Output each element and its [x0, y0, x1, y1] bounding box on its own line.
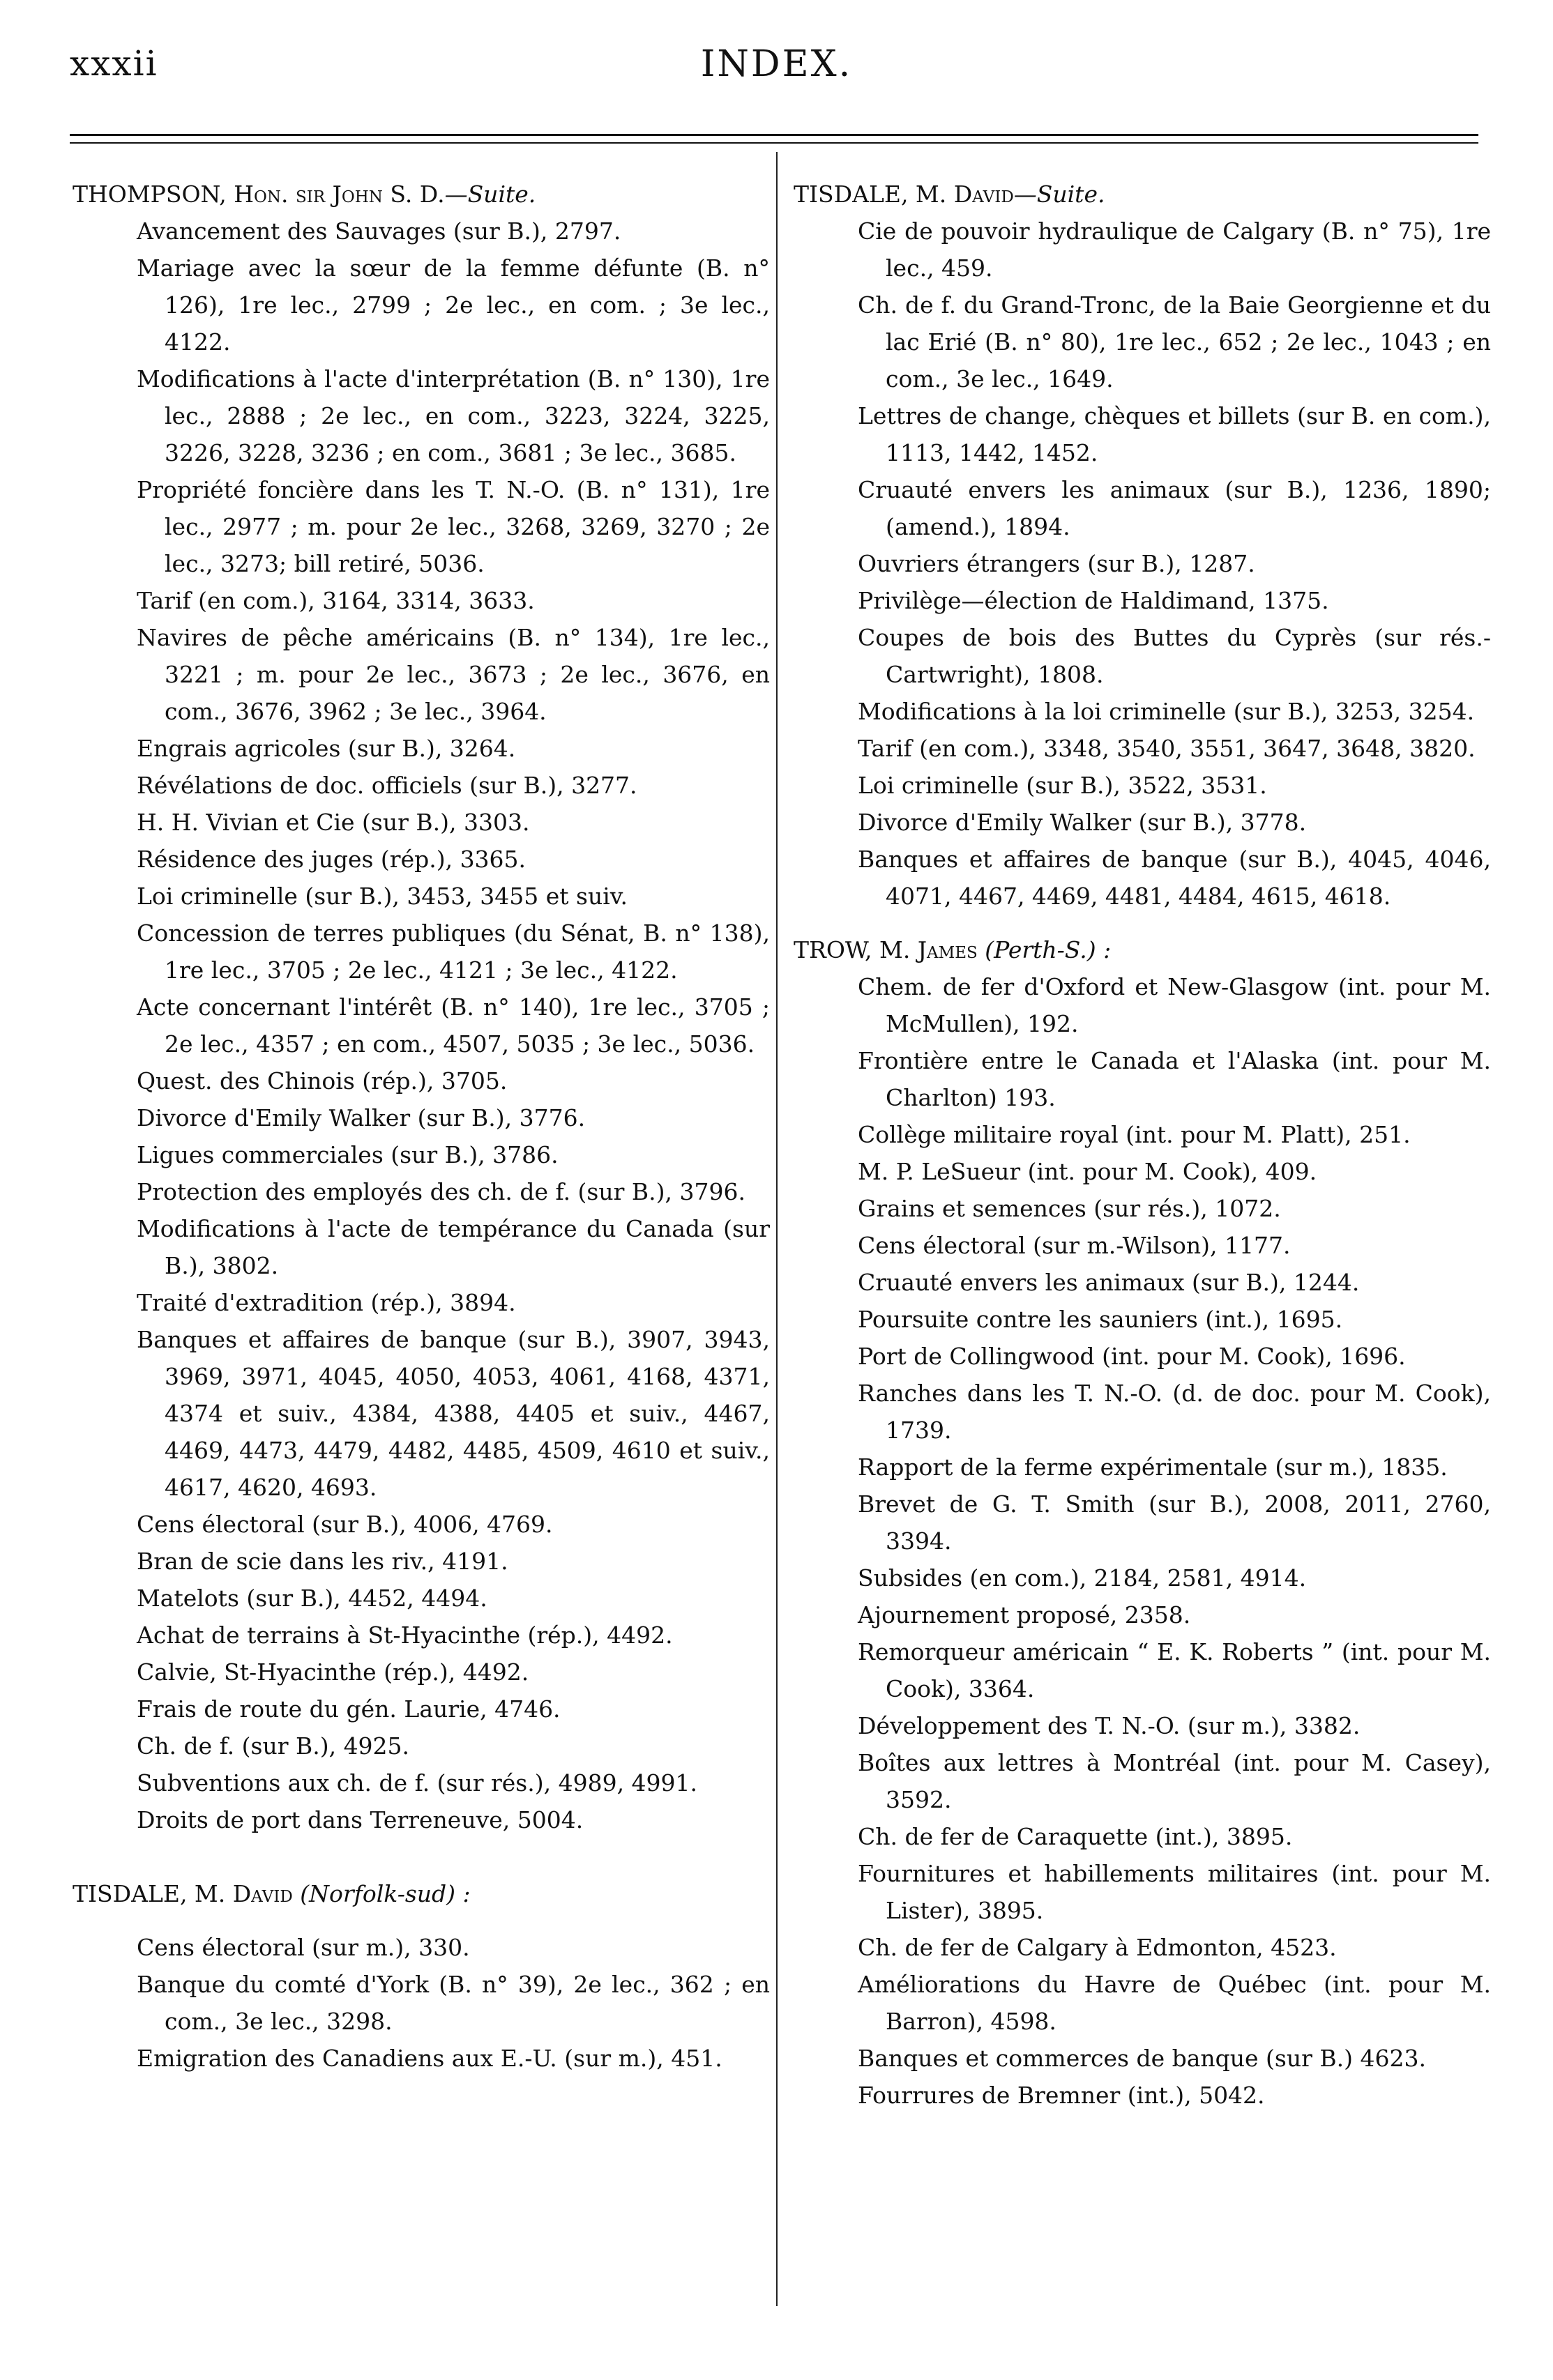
- index-entry: Ch. de fer de Caraquette (int.), 3895.: [858, 1823, 1293, 1850]
- index-entry: Ajournement proposé, 2358.: [858, 1601, 1191, 1628]
- index-entry: H. H. Vivian et Cie (sur B.), 3303.: [137, 809, 530, 836]
- index-entry: Subventions aux ch. de f. (sur rés.), 4989, 4991.: [137, 1769, 698, 1797]
- index-entry: M. P. LeSueur (int. pour M. Cook), 409.: [858, 1158, 1317, 1185]
- entry-list-trow: [794, 968, 1491, 2114]
- index-entry: Lettres de change, chèques et billets (sur B. en com.), 1113, 1442, 1452.: [858, 402, 1491, 466]
- index-entry: Banques et commerces de banque (sur B.) 4623.: [858, 2045, 1426, 2072]
- index-entry: Ouvriers étrangers (sur B.), 1287.: [858, 550, 1255, 577]
- entry-list-tisdale-suite: [794, 213, 1491, 915]
- index-entry: Mariage avec la sœur de la femme défunte (B. n° 126), 1re lec., 2799 ; 2e lec., en com. ; 3e lec., 4122.: [137, 254, 770, 356]
- index-entry: Acte concernant l'intérêt (B. n° 140), 1re lec., 3705 ; 2e lec., 4357 ; en com., 4507, 5035 ; 3e lec., 5036.: [137, 993, 770, 1058]
- index-entry: Cruauté envers les animaux (sur B.), 1244.: [858, 1269, 1360, 1296]
- index-entry: Privilège—élection de Haldimand, 1375.: [858, 587, 1329, 614]
- heading-honorific: David: [953, 181, 1014, 208]
- index-entry: Révélations de doc. officiels (sur B.), 3277.: [137, 772, 637, 799]
- index-entry: Banques et affaires de banque (sur B.), 3907, 3943, 3969, 3971, 4045, 4050, 4053, 4061, 4168, 4371, 4374 et suiv., 4384, 4388, 4405 et suiv., 4467, 4469, 4473, 4479, 4482, 4485, 4509, 4610 et suiv., 4617, 4620, 4693.: [137, 1326, 770, 1501]
- page-title: INDEX.: [700, 43, 853, 85]
- index-entry: Traité d'extradition (rép.), 3894.: [137, 1289, 516, 1316]
- index-entry: Engrais agricoles (sur B.), 3264.: [137, 735, 516, 762]
- index-entry: Loi criminelle (sur B.), 3522, 3531.: [858, 772, 1267, 799]
- heading-riding: (Perth-S.) :: [977, 936, 1112, 963]
- index-heading-tisdale: [73, 1875, 770, 1912]
- index-entry: Loi criminelle (sur B.), 3453, 3455 et suiv.: [137, 883, 628, 910]
- entry-list-tisdale: [73, 1929, 770, 2077]
- index-heading-tisdale-suite: [794, 176, 1491, 213]
- index-entry: Ch. de fer de Calgary à Edmonton, 4523.: [858, 1934, 1337, 1961]
- heading-riding: (Norfolk-sud) :: [292, 1880, 471, 1907]
- left-column: [73, 176, 770, 2077]
- index-entry: Fournitures et habillements militaires (int. pour M. Lister), 3895.: [858, 1860, 1491, 1924]
- index-entry: Emigration des Canadiens aux E.-U. (sur m.), 451.: [137, 2045, 722, 2072]
- heading-name: TISDALE, M.: [73, 1880, 233, 1907]
- heading-name: TISDALE, M.: [794, 181, 954, 208]
- index-entry: Navires de pêche américains (B. n° 134), 1re lec., 3221 ; m. pour 2e lec., 3673 ; 2e lec., 3676, en com., 3676, 3962 ; 3e lec., 3964.: [137, 624, 770, 725]
- section-gap: [794, 915, 1491, 931]
- index-entry: Brevet de G. T. Smith (sur B.), 2008, 2011, 2760, 3394.: [858, 1490, 1491, 1555]
- index-entry: Coupes de bois des Buttes du Cyprès (sur rés.-Cartwright), 1808.: [858, 624, 1491, 688]
- index-entry: Ranches dans les T. N.-O. (d. de doc. pour M. Cook), 1739.: [858, 1380, 1491, 1444]
- index-entry: Protection des employés des ch. de f. (sur B.), 3796.: [137, 1178, 745, 1205]
- section-gap: [73, 1912, 770, 1929]
- heading-name: THOMPSON,: [73, 181, 234, 208]
- heading-honorific: James: [917, 936, 978, 963]
- index-entry: Modifications à l'acte de tempérance du Canada (sur B.), 3802.: [137, 1215, 770, 1279]
- index-entry: Développement des T. N.-O. (sur m.), 3382.: [858, 1712, 1361, 1739]
- index-entry: Matelots (sur B.), 4452, 4494.: [137, 1585, 487, 1612]
- index-entry: Frais de route du gén. Laurie, 4746.: [137, 1695, 561, 1723]
- index-entry: Boîtes aux lettres à Montréal (int. pour M. Casey), 3592.: [858, 1749, 1491, 1813]
- index-entry: Achat de terrains à St-Hyacinthe (rép.), 4492.: [137, 1622, 673, 1649]
- index-heading-thompson: [73, 176, 770, 213]
- index-entry: Cruauté envers les animaux (sur B.), 1236, 1890; (amend.), 1894.: [858, 476, 1491, 540]
- index-entry: Frontière entre le Canada et l'Alaska (int. pour M. Charlton) 193.: [858, 1047, 1491, 1111]
- index-entry: Poursuite contre les sauniers (int.), 1695.: [858, 1306, 1343, 1333]
- index-heading-trow: [794, 931, 1491, 968]
- index-entry: Concession de terres publiques (du Sénat, B. n° 138), 1re lec., 3705 ; 2e lec., 4121 ; 3e lec., 4122.: [137, 920, 770, 984]
- index-entry: Subsides (en com.), 2184, 2581, 4914.: [858, 1564, 1307, 1592]
- index-entry: Collège militaire royal (int. pour M. Platt), 251.: [858, 1121, 1411, 1148]
- index-entry: Ch. de f. (sur B.), 4925.: [137, 1732, 410, 1760]
- column-divider: [776, 152, 778, 2306]
- index-entry: Cens électoral (sur m.), 330.: [137, 1934, 470, 1961]
- index-entry: Cie de pouvoir hydraulique de Calgary (B. n° 75), 1re lec., 459.: [858, 218, 1491, 282]
- header-rule-thick: [70, 134, 1478, 136]
- heading-honorific: Hon. sir John S. D.: [234, 181, 445, 208]
- index-entry: Ligues commerciales (sur B.), 3786.: [137, 1141, 559, 1168]
- index-entry: Améliorations du Havre de Québec (int. pour M. Barron), 4598.: [858, 1971, 1491, 2035]
- index-entry: Calvie, St-Hyacinthe (rép.), 4492.: [137, 1658, 529, 1686]
- index-entry: Cens électoral (sur B.), 4006, 4769.: [137, 1511, 553, 1538]
- heading-suite: —Suite.: [1013, 181, 1105, 208]
- index-entry: Rapport de la ferme expérimentale (sur m.), 1835.: [858, 1454, 1448, 1481]
- index-entry: Résidence des juges (rép.), 3365.: [137, 846, 526, 873]
- index-entry: Banque du comté d'York (B. n° 39), 2e lec., 362 ; en com., 3e lec., 3298.: [137, 1971, 770, 2035]
- index-entry: Avancement des Sauvages (sur B.), 2797.: [137, 218, 621, 245]
- heading-suite: —Suite.: [444, 181, 536, 208]
- index-entry: Banques et affaires de banque (sur B.), 4045, 4046, 4071, 4467, 4469, 4481, 4484, 4615, 4618.: [858, 846, 1491, 910]
- header-rule-thin: [70, 142, 1478, 144]
- index-entry: Divorce d'Emily Walker (sur B.), 3776.: [137, 1104, 586, 1131]
- index-entry: Chem. de fer d'Oxford et New-Glasgow (int. pour M. McMullen), 192.: [858, 973, 1491, 1037]
- index-entry: Port de Collingwood (int. pour M. Cook), 1696.: [858, 1343, 1406, 1370]
- index-entry: Modifications à la loi criminelle (sur B.), 3253, 3254.: [858, 698, 1475, 725]
- right-column: [794, 176, 1491, 2114]
- index-entry: Tarif (en com.), 3348, 3540, 3551, 3647, 3648, 3820.: [858, 735, 1476, 762]
- index-entry: Remorqueur américain “ E. K. Roberts ” (int. pour M. Cook), 3364.: [858, 1638, 1491, 1702]
- entry-list-thompson: [73, 213, 770, 1838]
- index-entry: Tarif (en com.), 3164, 3314, 3633.: [137, 587, 535, 614]
- heading-name: TROW, M.: [794, 936, 918, 963]
- index-entry: Ch. de f. du Grand-Tronc, de la Baie Georgienne et du lac Erié (B. n° 80), 1re lec., 652 ; 2e lec., 1043 ; en com., 3e lec., 1649.: [858, 291, 1491, 392]
- heading-honorific: David: [232, 1880, 293, 1907]
- index-entry: Grains et semences (sur rés.), 1072.: [858, 1195, 1281, 1222]
- index-entry: Divorce d'Emily Walker (sur B.), 3778.: [858, 809, 1307, 836]
- index-entry: Droits de port dans Terreneuve, 5004.: [137, 1806, 584, 1833]
- section-gap: [73, 1838, 770, 1875]
- index-entry: Cens électoral (sur m.-Wilson), 1177.: [858, 1232, 1291, 1259]
- index-entry: Fourrures de Bremner (int.), 5042.: [858, 2082, 1265, 2109]
- page-number: xxxii: [70, 43, 158, 84]
- index-entry: Modifications à l'acte d'interprétation (B. n° 130), 1re lec., 2888 ; 2e lec., en com., 3223, 3224, 3225, 3226, 3228, 3236 ; en com., 3681 ; 3e lec., 3685.: [137, 365, 770, 466]
- index-entry: Bran de scie dans les riv., 4191.: [137, 1548, 508, 1575]
- index-entry: Propriété foncière dans les T. N.-O. (B. n° 131), 1re lec., 2977 ; m. pour 2e lec., 3268, 3269, 3270 ; 2e lec., 3273; bill retiré, 5036.: [137, 476, 770, 577]
- index-entry: Quest. des Chinois (rép.), 3705.: [137, 1067, 508, 1094]
